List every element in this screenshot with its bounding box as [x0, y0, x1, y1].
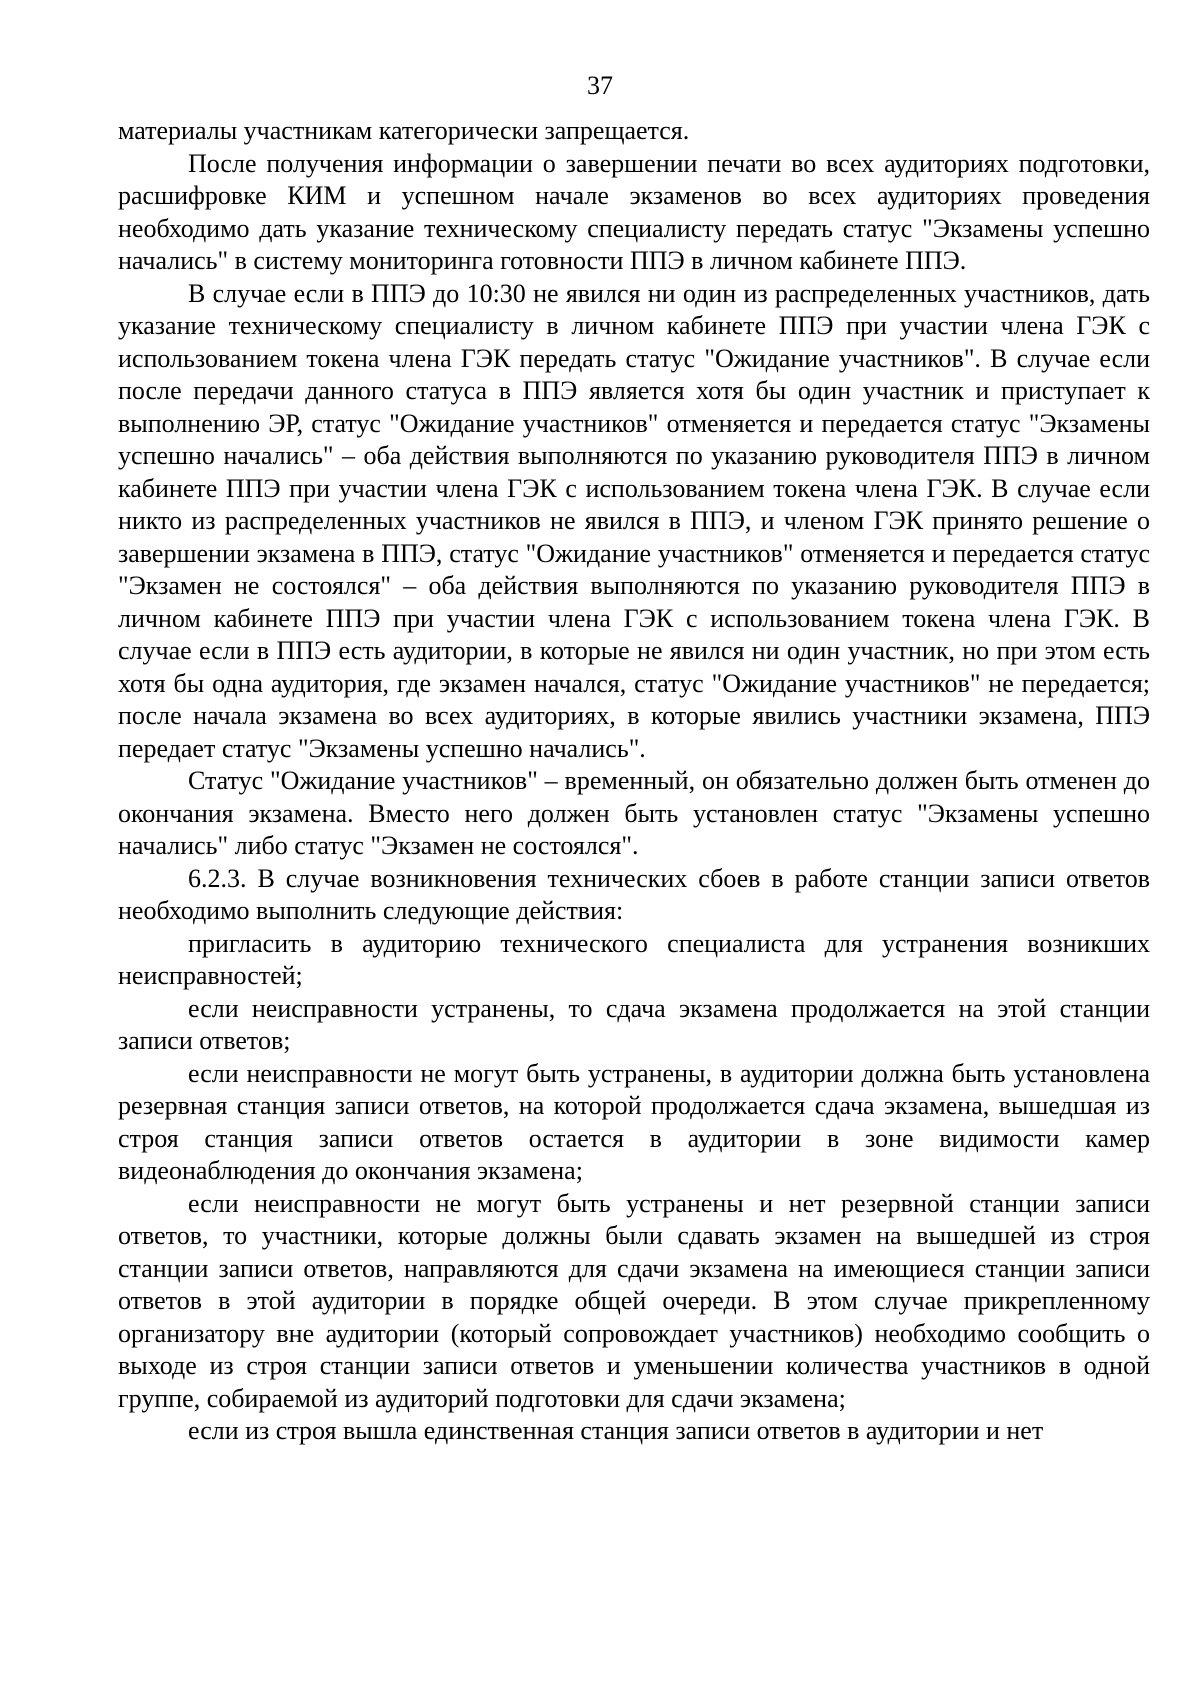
paragraph-temporary-status: Статус "Ожидание участников" – временный, он обязательно должен быть отменен до окончания экзамена. Вместо него должен быть установлен статус "Экзамены успешно начались" либо статус "Экзамен не состоялся".	[118, 766, 1150, 860]
paragraph-continuation: материалы участникам категорически запрещается.	[118, 116, 690, 145]
paragraph-waiting-participants: В случае если в ППЭ до 10:30 не явился ни один из распределенных участников, дать указание техническому специалисту в личном кабинете ППЭ при участии члена ГЭК с использованием токена члена ГЭК передать статус "Ожидание участников". В случае если после передачи данного статуса в ППЭ является хотя бы один участник и приступает к выполнению ЭР, статус "Ожидание участников" отменяется и передается статус "Экзамены успешно начались" – оба действия выполняются по указанию руководителя ППЭ в личном кабинете ППЭ при участии члена ГЭК с использованием токена члена ГЭК. В случае если никто из распределенных участников не явился в ППЭ, и членом ГЭК принято решение о завершении экзамена в ППЭ, статус "Ожидание участников" отменяется и передается статус "Экзамен не состоялся" – оба действия выполняются по указанию руководителя ППЭ в личном кабинете ППЭ при участии члена ГЭК с использованием токена члена ГЭК. В случае если в ППЭ есть аудитории, в которые не явился ни один участник, но при этом есть хотя бы одна аудитория, где экзамен начался, статус "Ожидание участников" не передается; после начала экзамена во всех аудиториях, в которые явились участники экзамена, ППЭ передает статус "Экзамены успешно начались".	[118, 278, 1150, 763]
paragraph-section-6-2-3: 6.2.3. В случае возникновения технических сбоев в работе станции записи ответов необходимо выполнить следующие действия:	[118, 863, 1150, 925]
list-item-invite-specialist: пригласить в аудиторию технического специалиста для устранения возникших неисправностей;	[118, 928, 1150, 990]
list-item-reserve-station: если неисправности не могут быть устранены, в аудитории должна быть установлена резервная станция записи ответов, на которой продолжается сдача экзамена, вышедшая из строя станция записи ответов остается в аудитории в зоне видимости камер видеонаблюдения до окончания экзамена;	[118, 1058, 1150, 1185]
list-item-single-station-failed: если из строя вышла единственная станция записи ответов в аудитории и нет	[188, 1416, 1044, 1445]
list-item-fixed: если неисправности устранены, то сдача экзамена продолжается на этой станции записи ответов;	[118, 993, 1150, 1055]
page-number: 37	[587, 71, 613, 100]
paragraph-exam-started-status: После получения информации о завершении печати во всех аудиториях подготовки, расшифровке КИМ и успешном начале экзаменов во всех аудиториях проведения необходимо дать указание техническому специалисту передать статус "Экзамены успешно начались" в систему мониторинга готовности ППЭ в личном кабинете ППЭ.	[118, 148, 1150, 275]
document-body	[118, 115, 1150, 1448]
list-item-no-reserve-station: если неисправности не могут быть устранены и нет резервной станции записи ответов, то участники, которые должны были сдавать экзамен на вышедшей из строя станции записи ответов, направляются для сдачи экзамена на имеющиеся станции записи ответов в этой аудитории в порядке общей очереди. В этом случае прикрепленному организатору вне аудитории (который сопровождает участников) необходимо сообщить о выходе из строя станции записи ответов и уменьшении количества участников в одной группе, собираемой из аудиторий подготовки для сдачи экзамена;	[118, 1188, 1150, 1413]
